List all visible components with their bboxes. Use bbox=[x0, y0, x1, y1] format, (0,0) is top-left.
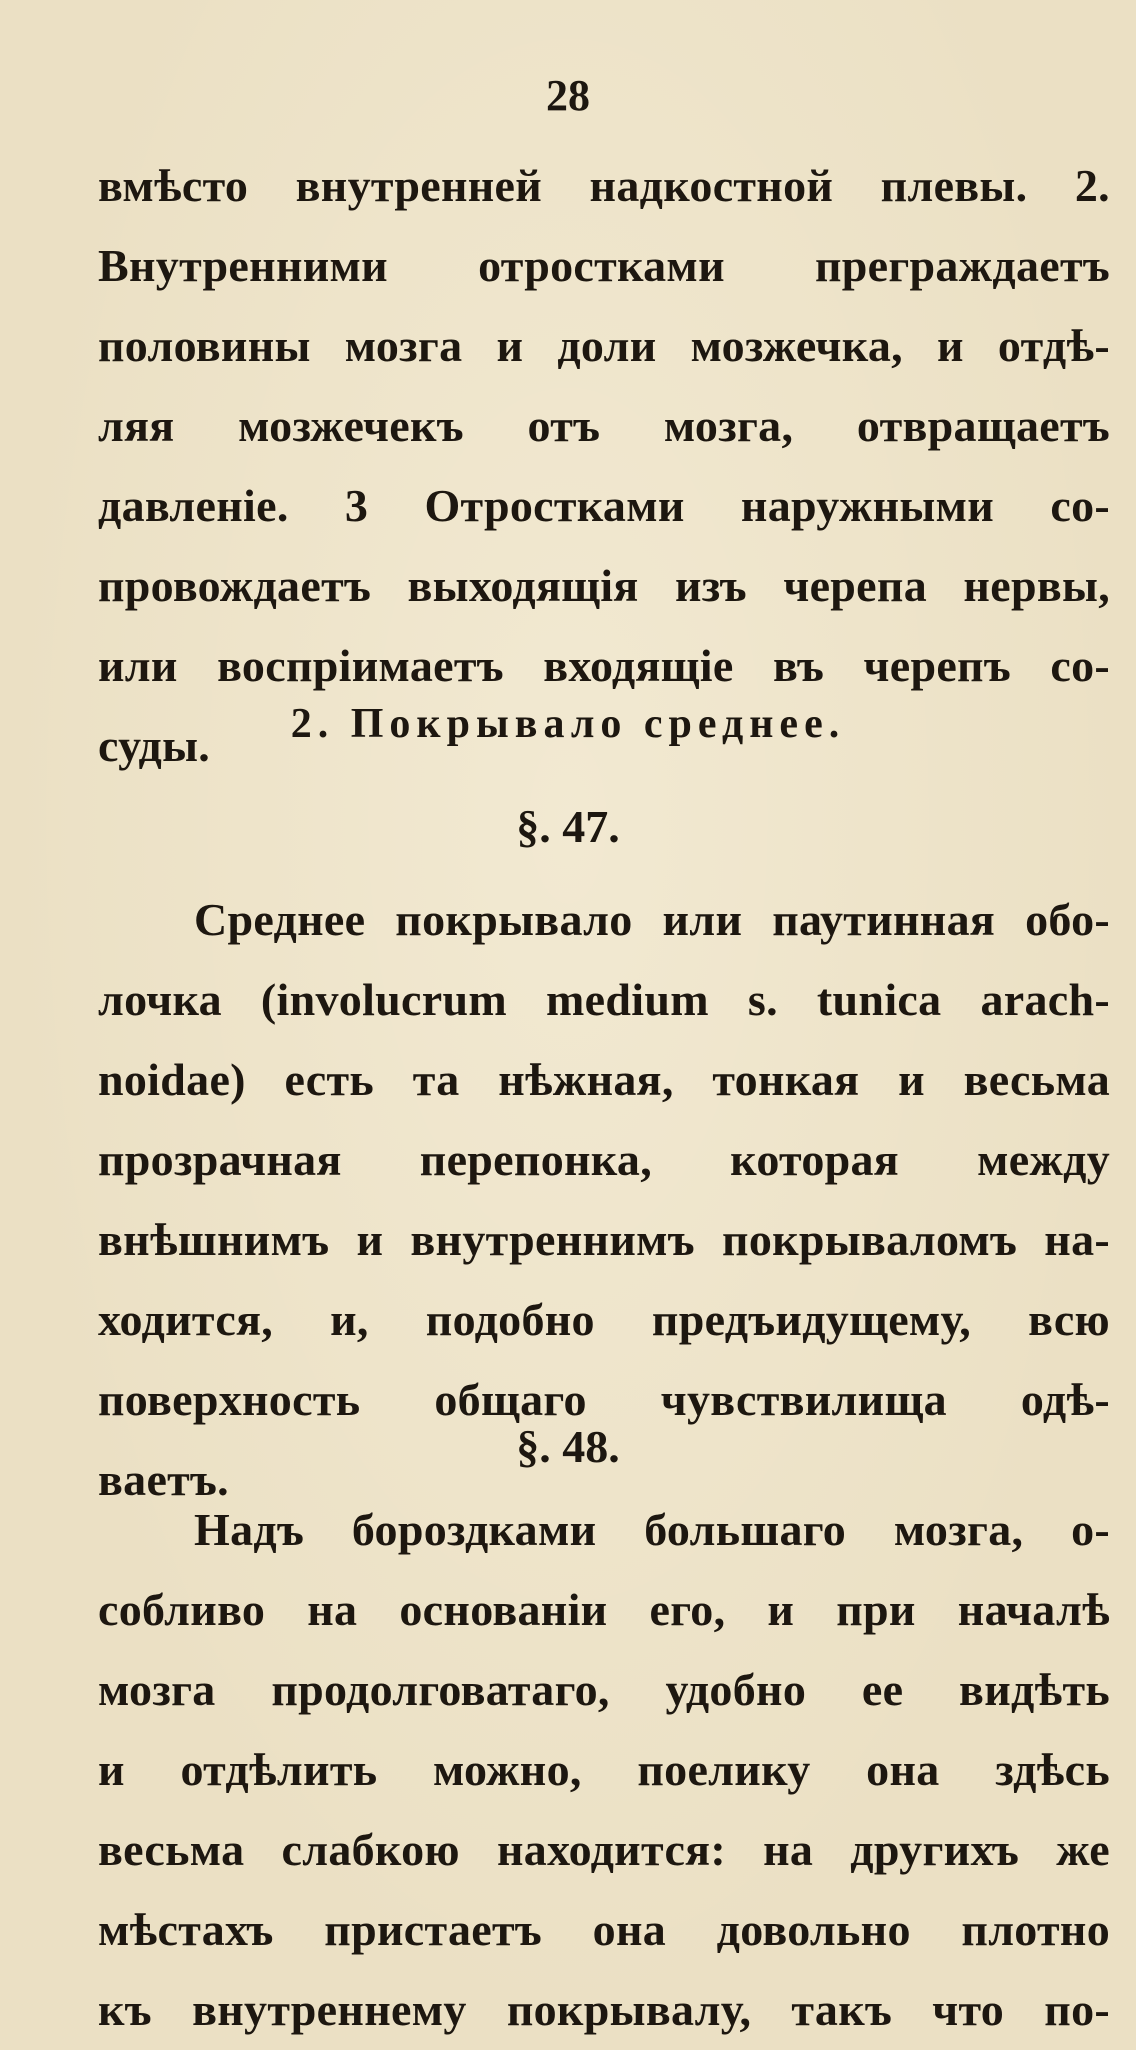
section-number: §. 48. bbox=[516, 1421, 620, 1472]
text-line: noidae) есть та нѣжная, тонкая и весьма bbox=[98, 1054, 1110, 1105]
text-line: провождаетъ выходящія изъ черепа нервы, bbox=[98, 560, 1110, 611]
text-line: Надъ бороздками большаго мозга, о- bbox=[194, 1504, 1110, 1555]
text-line: поверхность общаго чувствилища одѣ- bbox=[98, 1374, 1110, 1425]
text-line: мозга продолговатаго, удобно ее видѣть bbox=[98, 1664, 1110, 1715]
paragraph-continuation bbox=[98, 146, 1110, 786]
text-line: ходится, и, подобно предъидущему, всю bbox=[98, 1294, 1110, 1345]
text-line: суды. bbox=[98, 720, 211, 771]
text-line: лочка (involucrum medium s. tunica arach- bbox=[98, 974, 1110, 1025]
text-line: внѣшнимъ и внутреннимъ покрываломъ на- bbox=[98, 1214, 1110, 1265]
text-line: Среднее покрывало или паутинная обо- bbox=[194, 894, 1110, 945]
text-line: давленіе. 3 Отростками наружными со- bbox=[98, 480, 1110, 531]
paragraph-48 bbox=[98, 1490, 1110, 2050]
text-line: ляя мозжечекъ отъ мозга, отвращаетъ bbox=[98, 400, 1110, 451]
section-number: §. 47. bbox=[516, 801, 620, 852]
text-line: къ внутреннему покрывалу, такъ что по- bbox=[98, 1984, 1110, 2035]
text-line: весьма слабкою находится: на другихъ же bbox=[98, 1824, 1110, 1875]
text-line: или воспріимаетъ входящіе въ черепъ со- bbox=[98, 640, 1110, 691]
text-line: вмѣсто внутренней надкостной плевы. 2. bbox=[98, 160, 1110, 211]
text-line: ваетъ. bbox=[98, 1454, 229, 1505]
text-line: собливо на основаніи его, и при началѣ bbox=[98, 1584, 1110, 1635]
text-line: мѣстахъ пристаетъ она довольно плотно bbox=[98, 1904, 1110, 1955]
text-line: половины мозга и доли мозжечка, и отдѣ- bbox=[98, 320, 1110, 371]
text-line: Внутренними отростками преграждаетъ bbox=[98, 240, 1110, 291]
chapter-heading: 2. Покрывало среднее. bbox=[290, 701, 846, 747]
text-line: прозрачная перепонка, которая между bbox=[98, 1134, 1110, 1185]
text-line: и отдѣлить можно, поелику она здѣсь bbox=[98, 1744, 1110, 1795]
page-number: 28 bbox=[546, 71, 590, 120]
